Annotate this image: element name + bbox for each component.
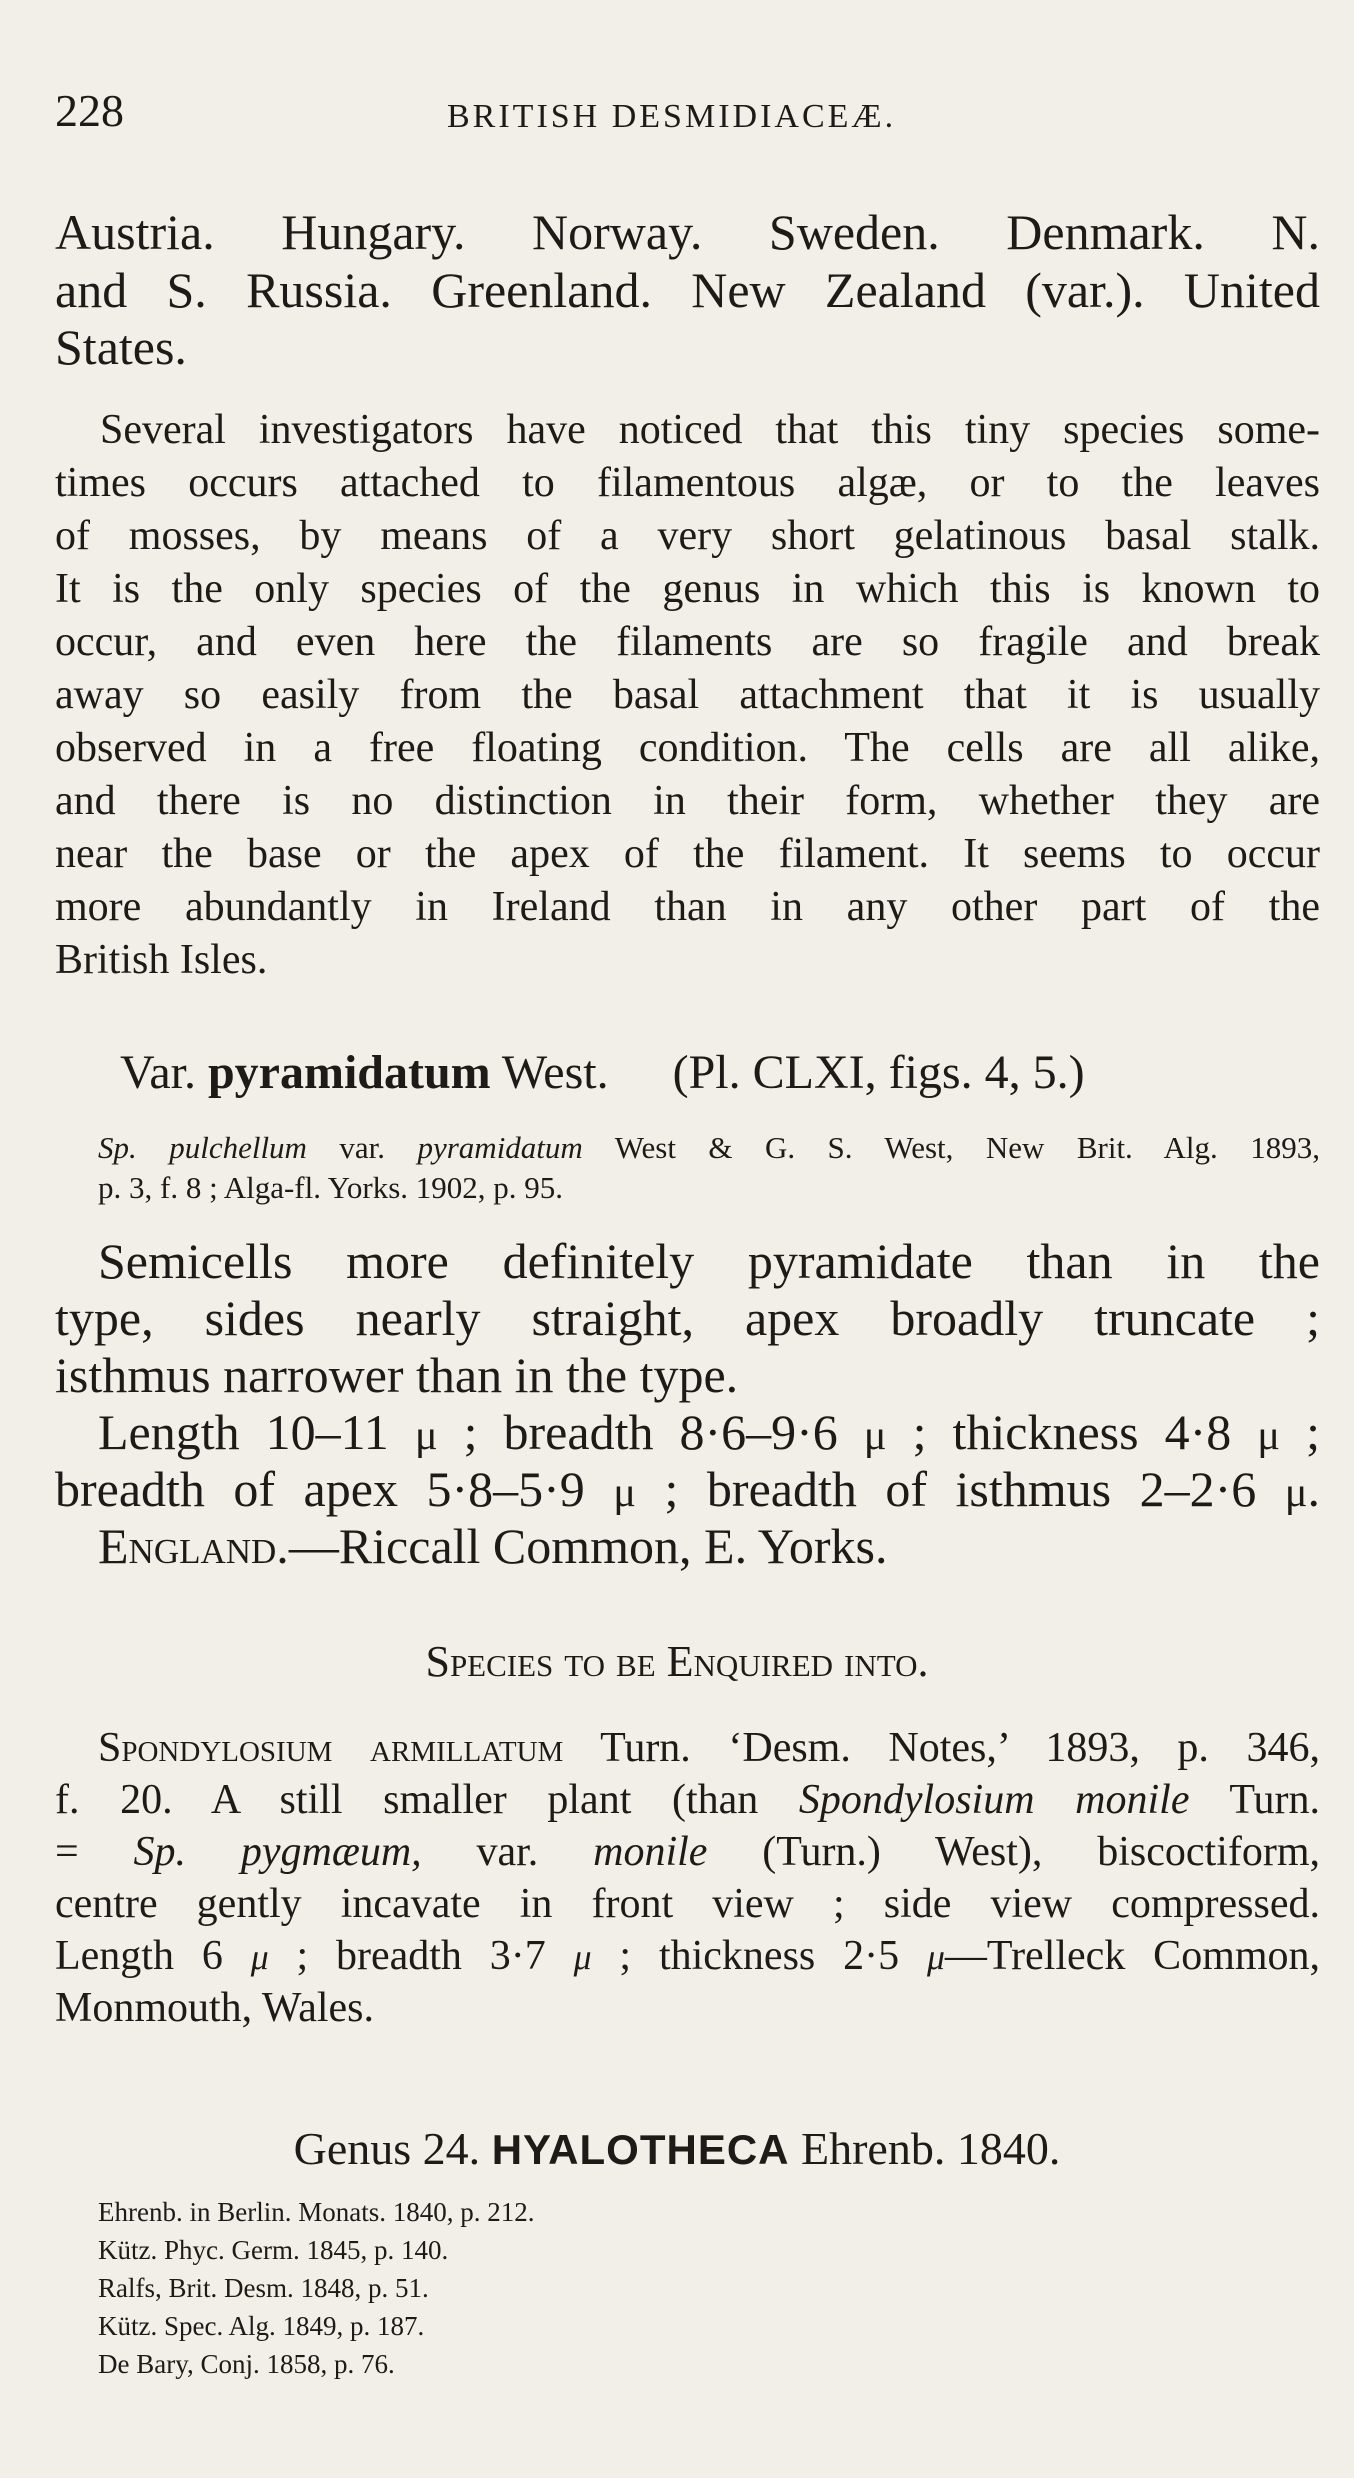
genus-name: HYALOTHECA [491, 2126, 790, 2173]
notes-line: and there is no distinction in their form, whether they are [55, 778, 1320, 824]
notes-line: times occurs attached to filamentous algæ, or to the leaves [55, 460, 1320, 506]
synonymy-line: p. 3, f. 8 ; Alga-fl. Yorks. 1902, p. 95. [98, 1170, 564, 1205]
notes-line: It is the only species of the genus in which this is known to [55, 566, 1320, 612]
reference-item: Kütz. Spec. Alg. 1849, p. 187. [98, 2311, 425, 2341]
variety-plate-reference: (Pl. CLXI, figs. 4, 5.) [672, 1046, 1085, 1099]
enquire-species-name: Spondylosium armillatum [98, 1725, 564, 1771]
notes-line: British Isles. [55, 937, 268, 983]
notes-line: Several investigators have noticed that this tiny species some- [100, 407, 1320, 453]
distribution-line: States. [55, 319, 187, 375]
enquire-line: centre gently incavate in front view ; side view compressed. [55, 1881, 1320, 1927]
distribution-line: Austria. Hungary. Norway. Sweden. Denmark. N. [55, 204, 1320, 260]
description-line: isthmus narrower than in the type. [55, 1347, 739, 1403]
variety-name: pyramidatum [207, 1046, 491, 1099]
measurement-line: breadth of apex 5·8–5·9 μ ; breadth of isthmus 2–2·6 μ. [55, 1461, 1321, 1517]
variety-author: West. [501, 1046, 609, 1099]
enquire-line: Monmouth, Wales. [55, 1985, 374, 2031]
notes-line: occur, and even here the filaments are so fragile and break [55, 619, 1320, 665]
locality-place: —Riccall Common, E. Yorks. [288, 1518, 888, 1574]
page-number: 228 [55, 85, 124, 136]
locality-line [98, 1519, 887, 1573]
genus-prefix: Genus 24. [293, 2123, 481, 2174]
locality-country: England. [98, 1518, 289, 1574]
distribution-line: and S. Russia. Greenland. New Zealand (var.). United [55, 262, 1320, 318]
description-line: Semicells more definitely pyramidate than in the [98, 1233, 1320, 1289]
synonymy-line: Sp. pulchellum var. pyramidatum West & G. S. West, New Brit. Alg. 1893, [98, 1130, 1320, 1165]
reference-item: De Bary, Conj. 1858, p. 76. [98, 2349, 395, 2379]
notes-line: near the base or the apex of the filament. It seems to occur [55, 831, 1320, 877]
notes-line: away so easily from the basal attachment that it is usually [55, 672, 1320, 718]
genus-heading [0, 2122, 1354, 2177]
variety-prefix: Var. [120, 1046, 196, 1099]
enquire-line: Spondylosium armillatum Turn. ‘Desm. Notes,’ 1893, p. 346, [98, 1725, 1320, 1771]
reference-item: Ralfs, Brit. Desm. 1848, p. 51. [98, 2273, 429, 2303]
reference-item: Kütz. Phyc. Germ. 1845, p. 140. [98, 2235, 449, 2265]
measurement-line: Length 10–11 μ ; breadth 8·6–9·6 μ ; thickness 4·8 μ ; [98, 1404, 1320, 1460]
genus-author: Ehrenb. 1840. [801, 2123, 1061, 2174]
notes-line: more abundantly in Ireland than in any other part of the [55, 884, 1320, 930]
enquire-heading: Species to be Enquired into. [425, 1637, 929, 1686]
running-title: BRITISH DESMIDIACEÆ. [447, 98, 897, 135]
notes-line: of mosses, by means of a very short gelatinous basal stalk. [55, 513, 1320, 559]
enquire-line: Length 6 μ ; breadth 3·7 μ ; thickness 2·5 μ—Trelleck Common, [55, 1933, 1321, 1979]
description-line: type, sides nearly straight, apex broadly truncate ; [55, 1290, 1320, 1346]
reference-item: Ehrenb. in Berlin. Monats. 1840, p. 212. [98, 2197, 535, 2227]
enquire-line: = Sp. pygmæum, var. monile (Turn.) West), biscoctiform, [55, 1829, 1321, 1875]
notes-line: observed in a free floating condition. The cells are all alike, [55, 725, 1320, 771]
enquire-line: f. 20. A still smaller plant (than Spondylosium monile Turn. [55, 1777, 1321, 1823]
variety-heading [120, 1045, 1085, 1101]
